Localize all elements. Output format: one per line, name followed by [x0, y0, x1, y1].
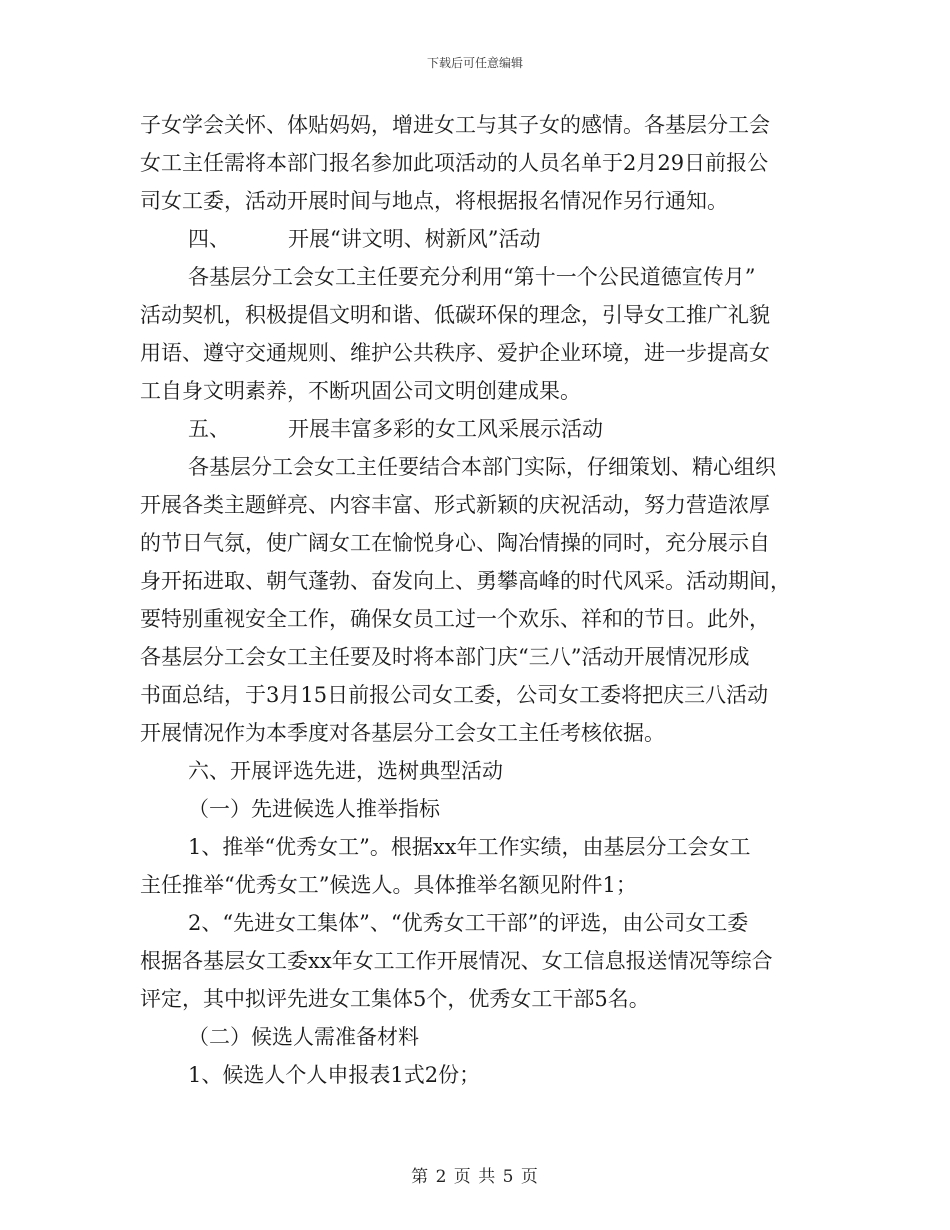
subsection-heading: （二）候选人需准备材料 [188, 1025, 419, 1049]
document-body [140, 106, 810, 1094]
body-line: 要特别重视安全工作，确保女员工过一个欢乐、祥和的节日。此外， [140, 607, 770, 631]
body-line: 司女工委，活动开展时间与地点，将根据报名情况作另行通知。 [140, 189, 728, 213]
subsection-heading: （一）先进候选人推举指标 [188, 797, 440, 821]
section-heading-6: 六、开展评选先进，选树典型活动 [188, 759, 503, 783]
body-line: 各基层分工会女工主任要及时将本部门庆“三八”活动开展情况形成 [140, 645, 750, 669]
body-line: 开展情况作为本季度对各基层分工会女工主任考核依据。 [140, 721, 665, 745]
body-line: 活动契机，积极提倡文明和谐、低碳环保的理念，引导女工推广礼貌 [140, 303, 770, 327]
section-heading-4 [140, 220, 810, 258]
body-line: 根据各基层女工委xx年女工工作开展情况、女工信息报送情况等综合 [140, 949, 773, 973]
page-header: 下载后可任意编辑 [426, 56, 523, 70]
body-line: 各基层分工会女工主任要充分利用“第十一个公民道德宣传月” [188, 265, 756, 289]
body-line: 女工主任需将本部门报名参加此项活动的人员名单于2月29日前报公 [140, 151, 769, 175]
body-line: 子女学会关怀、体贴妈妈，增进女工与其子女的感情。各基层分工会 [140, 113, 770, 137]
body-line: 主任推举“优秀女工”候选人。具体推举名额见附件1； [140, 873, 637, 897]
page-number-footer: 第 2 页 共 5 页 [411, 1167, 539, 1187]
body-line: 的节日气氛，使广阔女工在愉悦身心、陶冶情操的同时，充分展示自 [140, 531, 770, 555]
body-line: 评定，其中拟评先进女工集体5个，优秀女工干部5名。 [140, 987, 650, 1011]
section-number: 五、 [188, 417, 230, 441]
body-line: 1、推举“优秀女工”。根据xx年工作实绩，由基层分工会女工 [188, 835, 751, 859]
section-title: 开展“讲文明、树新风”活动 [288, 227, 541, 251]
body-line: 书面总结，于3月15日前报公司女工委，公司女工委将把庆三八活动 [140, 683, 769, 707]
body-line: 1、候选人个人申报表1式2份； [188, 1063, 481, 1087]
section-number: 四、 [188, 227, 230, 251]
body-line: 用语、遵守交通规则、维护公共秩序、爱护企业环境，进一步提高女 [140, 341, 770, 365]
section-title: 开展丰富多彩的女工风采展示活动 [288, 417, 603, 441]
body-line: 开展各类主题鲜亮、内容丰富、形式新颖的庆祝活动，努力营造浓厚 [140, 493, 770, 517]
body-line: 2、“先进女工集体”、“优秀女工干部”的评选，由公司女工委 [188, 911, 749, 935]
section-heading-5 [140, 410, 810, 448]
body-line: 工自身文明素养，不断巩固公司文明创建成果。 [140, 379, 581, 403]
body-line: 身开拓进取、朝气蓬勃、奋发向上、勇攀高峰的时代风采。活动期间， [140, 569, 791, 593]
body-line: 各基层分工会女工主任要结合本部门实际，仔细策划、精心组织 [188, 455, 776, 479]
